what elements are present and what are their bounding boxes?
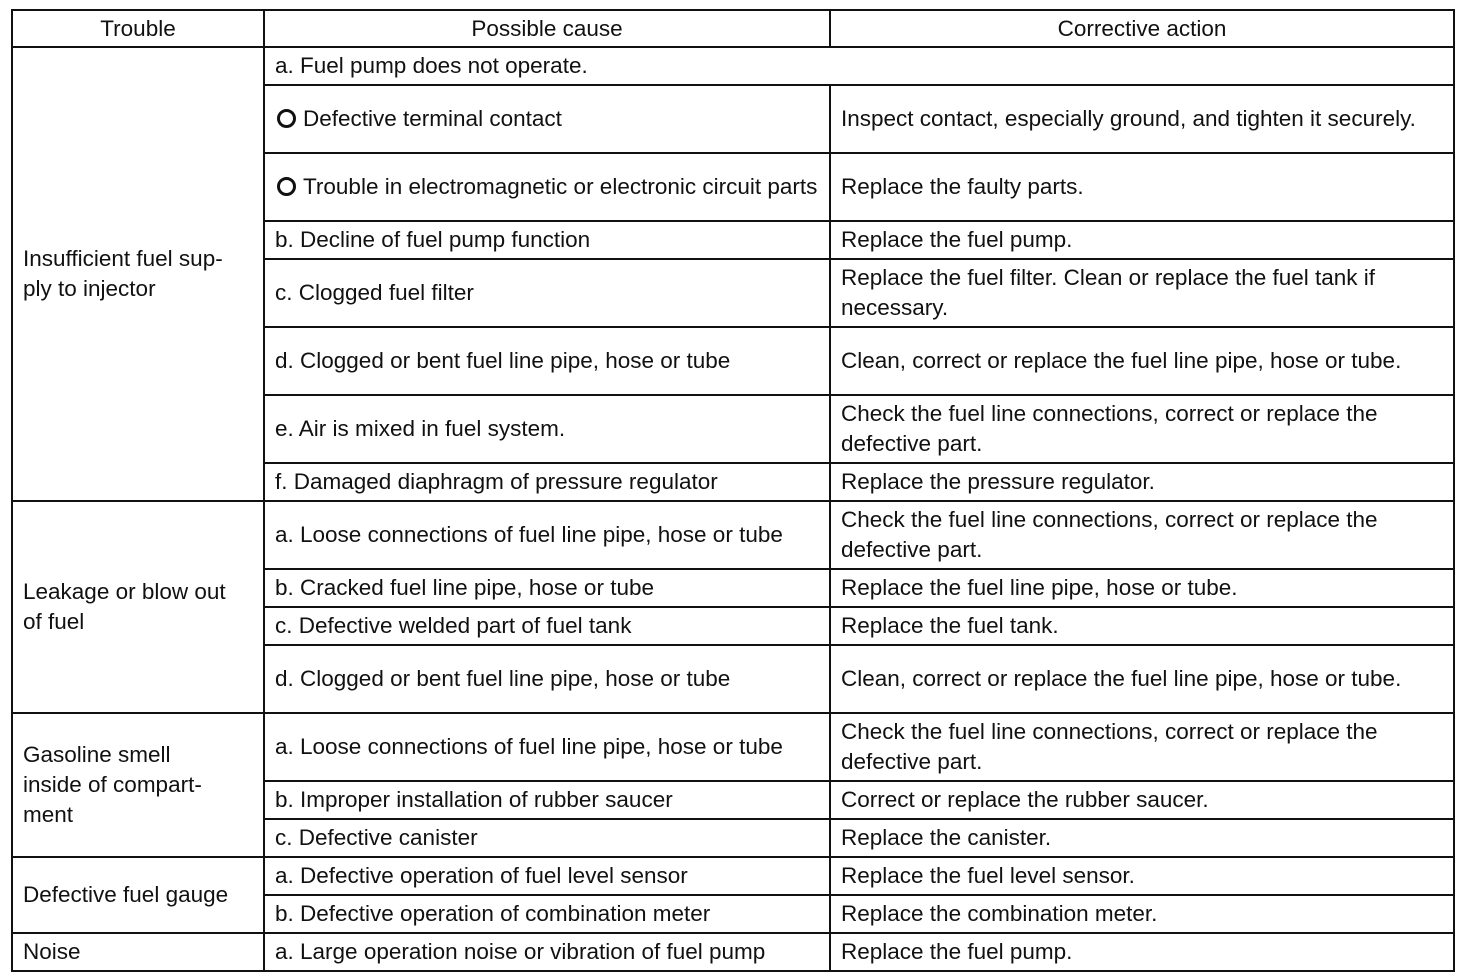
action-cell: Inspect contact, especially ground, and tighten it securely. (830, 85, 1454, 153)
table-row (12, 857, 1454, 895)
circle-bullet-icon (277, 177, 296, 196)
cause-cell (264, 463, 830, 501)
cause-cell (264, 607, 830, 645)
trouble-cell: Gasoline smell inside of compart- ment (12, 713, 264, 857)
circle-bullet-icon (277, 109, 296, 128)
header-trouble: Trouble (12, 10, 264, 47)
cause-cell (264, 569, 830, 607)
trouble-cell: Leakage or blow out of fuel (12, 501, 264, 713)
cause-cell (264, 47, 1454, 85)
action-cell: Check the fuel line connections, correct or replace the defective part. (830, 713, 1454, 781)
cause-cell (264, 819, 830, 857)
table-row (12, 47, 1454, 85)
action-cell: Replace the fuel tank. (830, 607, 1454, 645)
cause-text: a. Loose connections of fuel line pipe, hose or tube (275, 734, 783, 759)
action-cell: Clean, correct or replace the fuel line pipe, hose or tube. (830, 327, 1454, 395)
action-cell: Replace the canister. (830, 819, 1454, 857)
cause-text: a. Loose connections of fuel line pipe, hose or tube (275, 522, 783, 547)
cause-text: d. Clogged or bent fuel line pipe, hose or tube (275, 348, 731, 373)
action-cell: Replace the pressure regulator. (830, 463, 1454, 501)
table-row (12, 933, 1454, 971)
cause-text: e. Air is mixed in fuel system. (275, 416, 566, 441)
cause-cell (264, 259, 830, 327)
cause-cell (264, 501, 830, 569)
cause-cell (264, 327, 830, 395)
cause-text: c. Clogged fuel filter (275, 280, 474, 305)
cause-text: a. Defective operation of fuel level sensor (275, 863, 688, 888)
action-cell: Check the fuel line connections, correct or replace the defective part. (830, 395, 1454, 463)
action-cell: Replace the faulty parts. (830, 153, 1454, 221)
action-cell: Replace the fuel line pipe, hose or tube. (830, 569, 1454, 607)
trouble-cell: Insufficient fuel sup- ply to injector (12, 47, 264, 501)
cause-text: b. Improper installation of rubber saucer (275, 787, 673, 812)
action-cell: Replace the fuel pump. (830, 933, 1454, 971)
header-possible-cause: Possible cause (264, 10, 830, 47)
cause-cell (264, 221, 830, 259)
action-cell: Correct or replace the rubber saucer. (830, 781, 1454, 819)
cause-cell (264, 645, 830, 713)
action-cell: Replace the fuel pump. (830, 221, 1454, 259)
cause-cell (264, 85, 830, 153)
action-cell: Clean, correct or replace the fuel line pipe, hose or tube. (830, 645, 1454, 713)
action-cell: Replace the fuel filter. Clean or replace the fuel tank if necessary. (830, 259, 1454, 327)
table-row (12, 501, 1454, 569)
cause-cell (264, 153, 830, 221)
action-cell: Check the fuel line connections, correct or replace the defective part. (830, 501, 1454, 569)
cause-cell (264, 895, 830, 933)
cause-text: b. Defective operation of combination meter (275, 901, 711, 926)
action-cell: Replace the fuel level sensor. (830, 857, 1454, 895)
cause-cell (264, 713, 830, 781)
troubleshooting-table (11, 9, 1455, 972)
cause-text: d. Clogged or bent fuel line pipe, hose or tube (275, 666, 731, 691)
header-row (12, 10, 1454, 47)
cause-text: c. Defective canister (275, 825, 478, 850)
cause-text: Trouble in electromagnetic or electronic circuit parts (303, 174, 818, 199)
cause-cell (264, 857, 830, 895)
cause-text: a. Large operation noise or vibration of fuel pump (275, 939, 766, 964)
table-row (12, 713, 1454, 781)
cause-cell (264, 781, 830, 819)
header-corrective-action: Corrective action (830, 10, 1454, 47)
cause-text: b. Decline of fuel pump function (275, 227, 591, 252)
trouble-cell: Noise (12, 933, 264, 971)
cause-text: a. Fuel pump does not operate. (275, 53, 588, 78)
cause-text: f. Damaged diaphragm of pressure regulator (275, 469, 718, 494)
cause-cell (264, 933, 830, 971)
cause-text: c. Defective welded part of fuel tank (275, 613, 632, 638)
cause-text: b. Cracked fuel line pipe, hose or tube (275, 575, 654, 600)
action-cell: Replace the combination meter. (830, 895, 1454, 933)
table-body (12, 47, 1454, 971)
trouble-cell: Defective fuel gauge (12, 857, 264, 933)
cause-cell (264, 395, 830, 463)
cause-text: Defective terminal contact (303, 106, 562, 131)
